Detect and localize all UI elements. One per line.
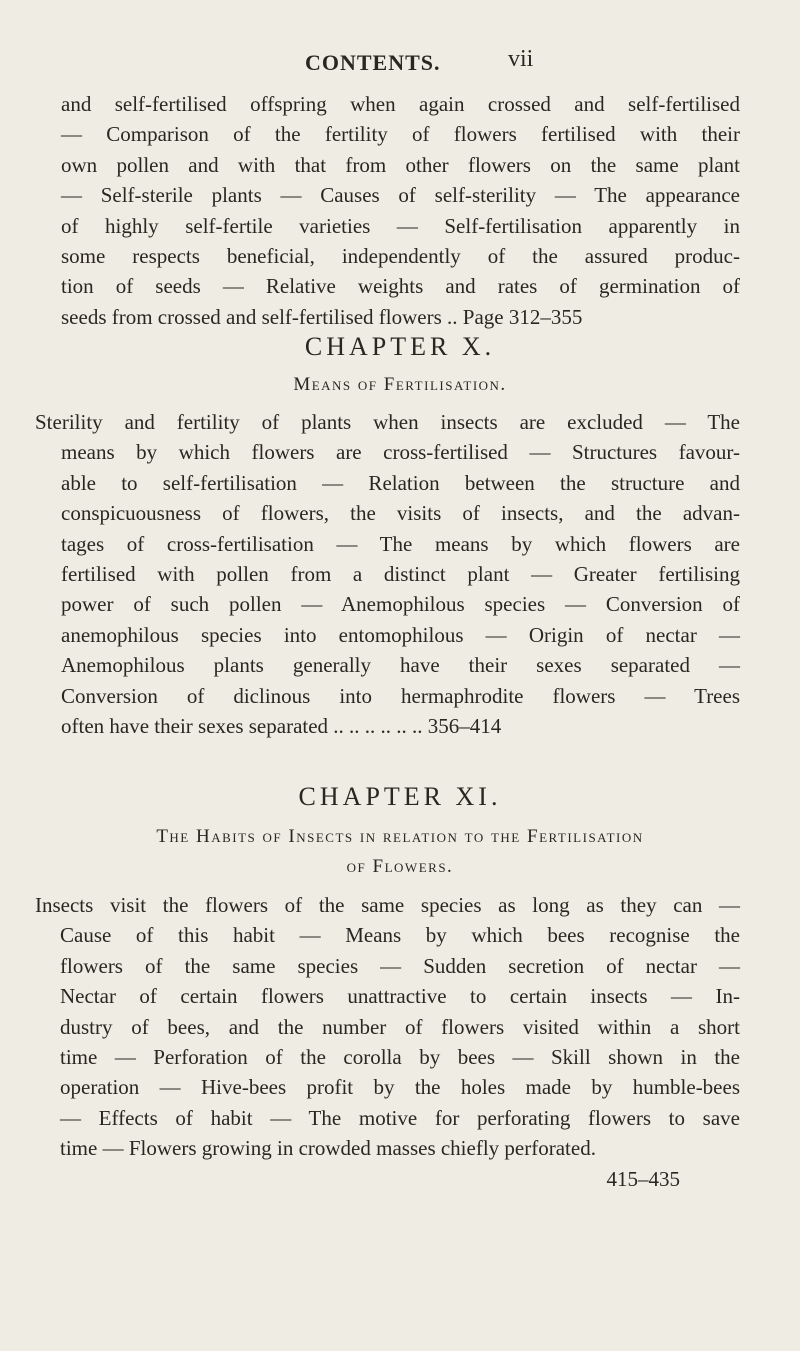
chapter-11-summary bbox=[35, 890, 740, 1194]
summary-body bbox=[35, 437, 740, 741]
page-number: vii bbox=[508, 46, 534, 72]
summary-line: able to self-fertilisation — Relation between the structure and bbox=[61, 470, 740, 495]
chapter-10-title: Means of Fertilisation. bbox=[293, 374, 507, 395]
chapter-11-heading: CHAPTER XI. bbox=[298, 782, 502, 811]
summary-line: — Comparison of the fertility of flowers fertilised with their bbox=[61, 122, 740, 147]
summary-line: Nectar of certain flowers unattractive to certain insects — In- bbox=[60, 984, 740, 1009]
summary-line: power of such pollen — Anemophilous species — Conversion of bbox=[61, 592, 740, 617]
summary-line: anemophilous species into entomophilous — Origin of nectar — bbox=[61, 622, 740, 647]
summary-line: fertilised with pollen from a distinct plant — Greater fertilising bbox=[61, 562, 740, 587]
summary-line: often have their sexes separated .. .. .. .. .. .. bbox=[61, 714, 423, 739]
summary-line: means by which flowers are cross-fertilised — Structures favour- bbox=[61, 440, 740, 465]
chapter-11-title bbox=[0, 822, 800, 882]
summary-line: and self-fertilised offspring when again crossed and self-fertilised bbox=[61, 92, 740, 116]
summary-line: Insects visit the flowers of the same species as long as they can — bbox=[35, 893, 740, 917]
summary-line: — Effects of habit — The motive for perforating flowers to save bbox=[60, 1105, 740, 1130]
summary-line: seeds from crossed and self-fertilised flowers .. bbox=[61, 304, 458, 329]
page-range: 356–414 bbox=[427, 714, 502, 739]
summary-line: Cause of this habit — Means by which bees recognise the bbox=[60, 923, 740, 948]
summary-line: dustry of bees, and the number of flowers visited within a short bbox=[60, 1014, 740, 1039]
summary-body bbox=[35, 920, 740, 1194]
running-head bbox=[0, 42, 800, 82]
summary-last-line bbox=[61, 302, 740, 332]
chapter-10-summary bbox=[35, 407, 740, 741]
page-range: Page 312–355 bbox=[462, 304, 583, 329]
summary-line: time — Perforation of the corolla by bees — Skill shown in the bbox=[60, 1045, 740, 1070]
chapter-11-title-line: of Flowers. bbox=[346, 856, 454, 877]
chapter-9-summary bbox=[61, 89, 740, 332]
summary-line: tion of seeds — Relative weights and rates of germination of bbox=[61, 274, 740, 299]
summary-line: flowers of the same species — Sudden secretion of nectar — bbox=[60, 953, 740, 978]
summary-line: operation — Hive-bees profit by the holes made by humble-bees bbox=[60, 1075, 740, 1100]
running-title: CONTENTS. bbox=[305, 50, 441, 75]
summary-line: of highly self-fertile varieties — Self-fertilisation apparently in bbox=[61, 213, 740, 238]
summary-line: conspicuousness of flowers, the visits of insects, and the advan- bbox=[61, 501, 740, 526]
summary-line: some respects beneficial, independently of the assured produc- bbox=[61, 244, 740, 269]
summary-line: Conversion of diclinous into hermaphrodite flowers — Trees bbox=[61, 683, 740, 708]
summary-line: — Self-sterile plants — Causes of self-sterility — The appearance bbox=[61, 183, 740, 208]
summary-line: Sterility and fertility of plants when insects are excluded — The bbox=[35, 410, 740, 434]
summary-line: own pollen and with that from other flowers on the same plant bbox=[61, 152, 740, 177]
summary-last-line bbox=[61, 711, 740, 741]
summary-line: time — Flowers growing in crowded masses chiefly perforated. bbox=[60, 1136, 596, 1161]
summary-line: Anemophilous plants generally have their sexes separated — bbox=[61, 653, 740, 678]
summary-line: tages of cross-fertilisation — The means by which flowers are bbox=[61, 531, 740, 556]
page-range: 415–435 bbox=[606, 1166, 680, 1191]
chapter-11-title-line: The Habits of Insects in relation to the Fertilisation bbox=[156, 826, 644, 847]
chapter-10-heading: CHAPTER X. bbox=[304, 332, 496, 361]
